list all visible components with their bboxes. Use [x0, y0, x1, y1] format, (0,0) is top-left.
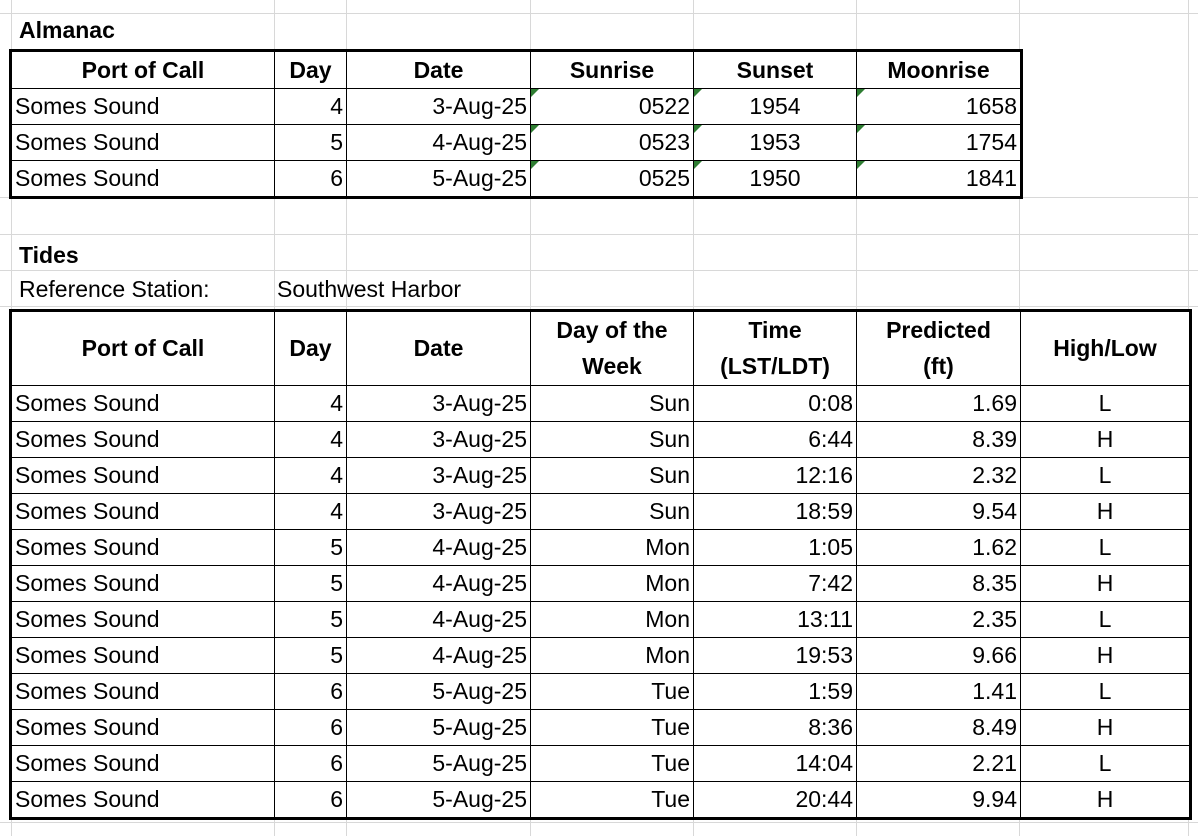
cell-date[interactable]: 5-Aug-25 — [347, 710, 531, 746]
tide-row — [12, 566, 1190, 602]
cell-predicted[interactable]: 9.94 — [857, 782, 1021, 818]
cell-date[interactable]: 3-Aug-25 — [347, 386, 531, 422]
almanac-header-row — [12, 52, 1021, 89]
tides-header-row — [12, 312, 1190, 386]
almanac-col-sunset[interactable]: Sunset — [694, 52, 857, 89]
cell-port[interactable]: Somes Sound — [12, 458, 275, 494]
cell-day-of-week[interactable]: Sun — [531, 458, 694, 494]
cell-time[interactable]: 1:05 — [694, 530, 857, 566]
tide-row — [12, 782, 1190, 818]
cell-port[interactable]: Somes Sound — [12, 782, 275, 818]
cell-time[interactable]: 18:59 — [694, 494, 857, 530]
tides-col-date[interactable] — [347, 312, 531, 386]
header-line: Date — [413, 335, 464, 361]
cell-day[interactable]: 4 — [275, 89, 347, 125]
cell-time[interactable]: 14:04 — [694, 746, 857, 782]
tide-row — [12, 674, 1190, 710]
cell-time[interactable]: 0:08 — [694, 386, 857, 422]
cell-day[interactable]: 6 — [275, 782, 347, 818]
cell-day[interactable]: 4 — [275, 422, 347, 458]
cell-day-of-week[interactable]: Tue — [531, 674, 694, 710]
tide-row — [12, 386, 1190, 422]
cell-time[interactable]: 1:59 — [694, 674, 857, 710]
cell-high-low[interactable]: L — [1021, 746, 1190, 782]
tide-row — [12, 710, 1190, 746]
cell-day[interactable]: 5 — [275, 530, 347, 566]
gridline — [0, 822, 1198, 823]
gridline — [0, 234, 1198, 235]
reference-station-label: Reference Station: — [19, 276, 210, 302]
cell-predicted[interactable]: 2.35 — [857, 602, 1021, 638]
cell-port[interactable]: Somes Sound — [12, 602, 275, 638]
header-line: (LST/LDT) — [720, 352, 830, 379]
cell-high-low[interactable]: H — [1021, 638, 1190, 674]
cell-high-low[interactable]: H — [1021, 710, 1190, 746]
cell-sunset[interactable]: 1953 — [694, 125, 857, 161]
cell-predicted[interactable]: 9.66 — [857, 638, 1021, 674]
header-line: (ft) — [923, 352, 954, 379]
cell-date[interactable]: 3-Aug-25 — [347, 422, 531, 458]
cell-time[interactable]: 12:16 — [694, 458, 857, 494]
cell-day[interactable]: 4 — [275, 494, 347, 530]
cell-day[interactable]: 4 — [275, 386, 347, 422]
header-line: Time — [748, 316, 802, 343]
cell-date[interactable]: 4-Aug-25 — [347, 125, 531, 161]
cell-port[interactable]: Somes Sound — [12, 674, 275, 710]
cell-date[interactable]: 3-Aug-25 — [347, 458, 531, 494]
cell-time[interactable]: 20:44 — [694, 782, 857, 818]
cell-port[interactable]: Somes Sound — [12, 530, 275, 566]
cell-date[interactable]: 4-Aug-25 — [347, 602, 531, 638]
cell-predicted[interactable]: 9.54 — [857, 494, 1021, 530]
cell-high-low[interactable]: L — [1021, 674, 1190, 710]
tide-row — [12, 638, 1190, 674]
almanac-col-day[interactable]: Day — [275, 52, 347, 89]
cell-date[interactable]: 4-Aug-25 — [347, 638, 531, 674]
cell-day[interactable]: 5 — [275, 638, 347, 674]
tides-title: Tides — [19, 242, 79, 268]
cell-high-low[interactable]: H — [1021, 566, 1190, 602]
tides-col-predicted[interactable] — [857, 312, 1021, 386]
reference-station-value[interactable]: Southwest Harbor — [277, 276, 462, 302]
tide-row — [12, 746, 1190, 782]
cell-sunrise[interactable]: 0525 — [531, 161, 694, 197]
cell-date[interactable]: 5-Aug-25 — [347, 674, 531, 710]
cell-day-of-week[interactable]: Sun — [531, 494, 694, 530]
cell-day[interactable]: 5 — [275, 125, 347, 161]
cell-port[interactable]: Somes Sound — [12, 746, 275, 782]
cell-day-of-week[interactable]: Sun — [531, 386, 694, 422]
tide-row — [12, 494, 1190, 530]
cell-date[interactable]: 5-Aug-25 — [347, 782, 531, 818]
cell-predicted[interactable]: 1.62 — [857, 530, 1021, 566]
almanac-col-sunrise[interactable]: Sunrise — [531, 52, 694, 89]
cell-predicted[interactable]: 8.35 — [857, 566, 1021, 602]
cell-port[interactable]: Somes Sound — [12, 89, 275, 125]
gridline — [0, 197, 1198, 198]
gridline — [0, 270, 1198, 271]
cell-time[interactable]: 19:53 — [694, 638, 857, 674]
cell-day-of-week[interactable]: Tue — [531, 782, 694, 818]
cell-date[interactable]: 3-Aug-25 — [347, 89, 531, 125]
cell-port[interactable]: Somes Sound — [12, 422, 275, 458]
cell-sunset[interactable]: 1950 — [694, 161, 857, 197]
tides-col-port[interactable] — [12, 312, 275, 386]
tide-row — [12, 602, 1190, 638]
cell-high-low[interactable]: L — [1021, 458, 1190, 494]
cell-port[interactable]: Somes Sound — [12, 710, 275, 746]
cell-predicted[interactable]: 2.32 — [857, 458, 1021, 494]
cell-date[interactable]: 3-Aug-25 — [347, 494, 531, 530]
cell-day[interactable]: 6 — [275, 746, 347, 782]
cell-moonrise[interactable]: 1754 — [857, 125, 1021, 161]
cell-high-low[interactable]: H — [1021, 422, 1190, 458]
cell-time[interactable]: 7:42 — [694, 566, 857, 602]
cell-date[interactable]: 5-Aug-25 — [347, 161, 531, 197]
cell-day-of-week[interactable]: Mon — [531, 638, 694, 674]
cell-moonrise[interactable]: 1658 — [857, 89, 1021, 125]
cell-day-of-week[interactable]: Mon — [531, 602, 694, 638]
gridline — [0, 306, 1198, 307]
cell-moonrise[interactable]: 1841 — [857, 161, 1021, 197]
cell-day[interactable]: 6 — [275, 161, 347, 197]
cell-day[interactable]: 5 — [275, 602, 347, 638]
tides-body — [12, 386, 1190, 818]
cell-high-low[interactable]: L — [1021, 530, 1190, 566]
almanac-col-date[interactable]: Date — [347, 52, 531, 89]
header-line: High/Low — [1053, 335, 1157, 361]
cell-day[interactable]: 4 — [275, 458, 347, 494]
cell-high-low[interactable]: H — [1021, 494, 1190, 530]
cell-predicted[interactable]: 1.69 — [857, 386, 1021, 422]
header-line: Day — [289, 335, 332, 361]
cell-sunrise[interactable]: 0522 — [531, 89, 694, 125]
cell-port[interactable]: Somes Sound — [12, 386, 275, 422]
header-line: Port of Call — [81, 335, 205, 361]
cell-day-of-week[interactable]: Tue — [531, 746, 694, 782]
tide-row — [12, 458, 1190, 494]
tides-table — [11, 311, 1190, 818]
cell-day-of-week[interactable]: Sun — [531, 422, 694, 458]
cell-predicted[interactable]: 8.49 — [857, 710, 1021, 746]
cell-predicted[interactable]: 8.39 — [857, 422, 1021, 458]
cell-port[interactable]: Somes Sound — [12, 566, 275, 602]
tides-col-high-low[interactable] — [1021, 312, 1190, 386]
almanac-table — [11, 51, 1021, 197]
cell-day-of-week[interactable]: Tue — [531, 710, 694, 746]
cell-sunrise[interactable]: 0523 — [531, 125, 694, 161]
cell-predicted[interactable]: 2.21 — [857, 746, 1021, 782]
almanac-col-moonrise[interactable]: Moonrise — [857, 52, 1021, 89]
almanac-row — [12, 161, 1021, 197]
cell-day-of-week[interactable]: Mon — [531, 530, 694, 566]
header-line: Day of the — [556, 316, 668, 343]
cell-port[interactable]: Somes Sound — [12, 494, 275, 530]
cell-date[interactable]: 4-Aug-25 — [347, 566, 531, 602]
cell-time[interactable]: 6:44 — [694, 422, 857, 458]
cell-day[interactable]: 6 — [275, 710, 347, 746]
cell-high-low[interactable]: L — [1021, 386, 1190, 422]
header-line: Week — [582, 352, 642, 379]
tides-col-day[interactable] — [275, 312, 347, 386]
cell-date[interactable]: 5-Aug-25 — [347, 746, 531, 782]
cell-high-low[interactable]: H — [1021, 782, 1190, 818]
cell-port[interactable]: Somes Sound — [12, 638, 275, 674]
cell-day[interactable]: 5 — [275, 566, 347, 602]
almanac-row — [12, 125, 1021, 161]
header-line: Predicted — [886, 316, 991, 343]
cell-day[interactable]: 6 — [275, 674, 347, 710]
tides-col-time[interactable] — [694, 312, 857, 386]
cell-time[interactable]: 13:11 — [694, 602, 857, 638]
cell-date[interactable]: 4-Aug-25 — [347, 530, 531, 566]
cell-time[interactable]: 8:36 — [694, 710, 857, 746]
almanac-col-port[interactable]: Port of Call — [12, 52, 275, 89]
cell-port[interactable]: Somes Sound — [12, 161, 275, 197]
cell-predicted[interactable]: 1.41 — [857, 674, 1021, 710]
almanac-title: Almanac — [19, 17, 115, 43]
tide-row — [12, 530, 1190, 566]
tides-col-day-of-week[interactable] — [531, 312, 694, 386]
cell-high-low[interactable]: L — [1021, 602, 1190, 638]
gridline — [0, 13, 1198, 14]
almanac-row — [12, 89, 1021, 125]
cell-sunset[interactable]: 1954 — [694, 89, 857, 125]
cell-port[interactable]: Somes Sound — [12, 125, 275, 161]
tide-row — [12, 422, 1190, 458]
cell-day-of-week[interactable]: Mon — [531, 566, 694, 602]
